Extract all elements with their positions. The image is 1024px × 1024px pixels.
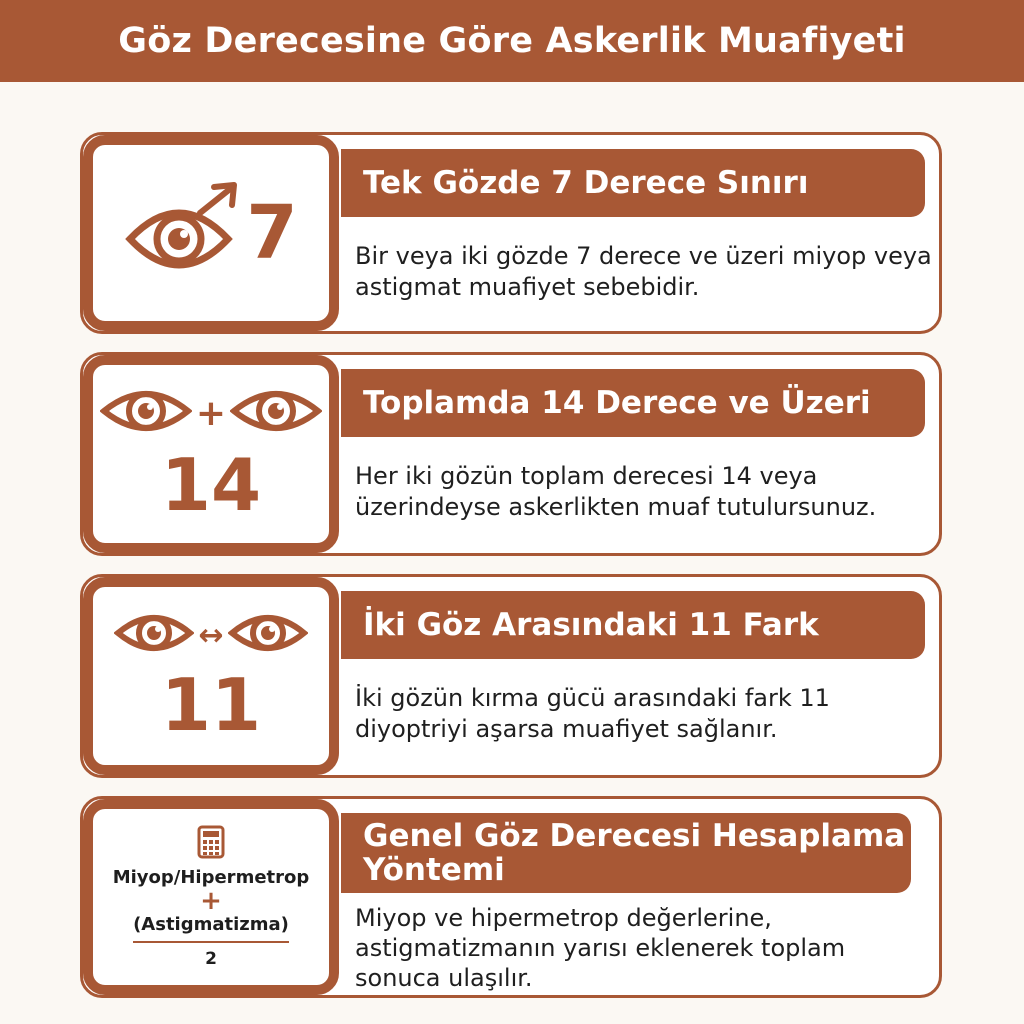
card-number: 11 — [160, 663, 262, 747]
card-description: Miyop ve hipermetrop değerlerine, astigmatizmanın yarısı eklenerek toplam sonuca ulaşılır. — [355, 904, 846, 992]
card-title: Genel Göz Derecesi Hesaplama Yöntemi — [363, 818, 906, 888]
card-title-bar — [341, 149, 925, 217]
formula-astigmatism: (Astigmatizma) — [133, 914, 289, 943]
formula — [113, 863, 310, 969]
formula-plus: + — [200, 886, 222, 916]
eye-icon — [228, 607, 308, 663]
card-total-degree — [80, 352, 942, 556]
header-banner — [0, 0, 1024, 82]
double-arrow-icon: ↔ — [198, 617, 224, 653]
page-title: Göz Derecesine Göre Askerlik Muafiyeti — [118, 21, 906, 61]
card-title: İki Göz Arasındaki 11 Fark — [363, 607, 819, 643]
card-number: 7 — [246, 190, 298, 276]
formula-myopia-hypermetropia: Miyop/Hipermetrop — [112, 867, 310, 888]
eye-icon — [230, 383, 322, 443]
card-description: İki gözün kırma gücü arasındaki fark 11 diyoptriyi aşarsa muafiyet sağlanır. — [355, 684, 830, 743]
eye-icon — [114, 607, 194, 663]
card-title-bar — [341, 591, 925, 659]
card-icon-panel — [83, 135, 339, 331]
card-description: Her iki gözün toplam derecesi 14 veya üzerindeyse askerlikten muaf tutulursunuz. — [355, 462, 877, 521]
card-title-bar — [341, 369, 925, 437]
card-single-eye-limit — [80, 132, 942, 334]
card-calculation-method — [80, 796, 942, 998]
eye-icon — [100, 383, 192, 443]
card-title-bar — [341, 813, 911, 893]
card-number: 14 — [160, 443, 262, 527]
calculator-icon — [197, 825, 225, 863]
card-icon-panel — [83, 355, 339, 553]
card-title: Toplamda 14 Derece ve Üzeri — [363, 385, 871, 421]
card-title: Tek Gözde 7 Derece Sınırı — [363, 165, 809, 201]
card-eye-difference — [80, 574, 942, 778]
card-icon-panel — [83, 577, 339, 775]
card-description: Bir veya iki gözde 7 derece ve üzeri miyop veya astigmat muafiyet sebebidir. — [355, 242, 932, 301]
card-icon-panel — [83, 799, 339, 995]
plus-icon: + — [195, 392, 227, 434]
formula-denominator: 2 — [205, 949, 217, 969]
eye-with-arrow-icon — [124, 181, 244, 285]
